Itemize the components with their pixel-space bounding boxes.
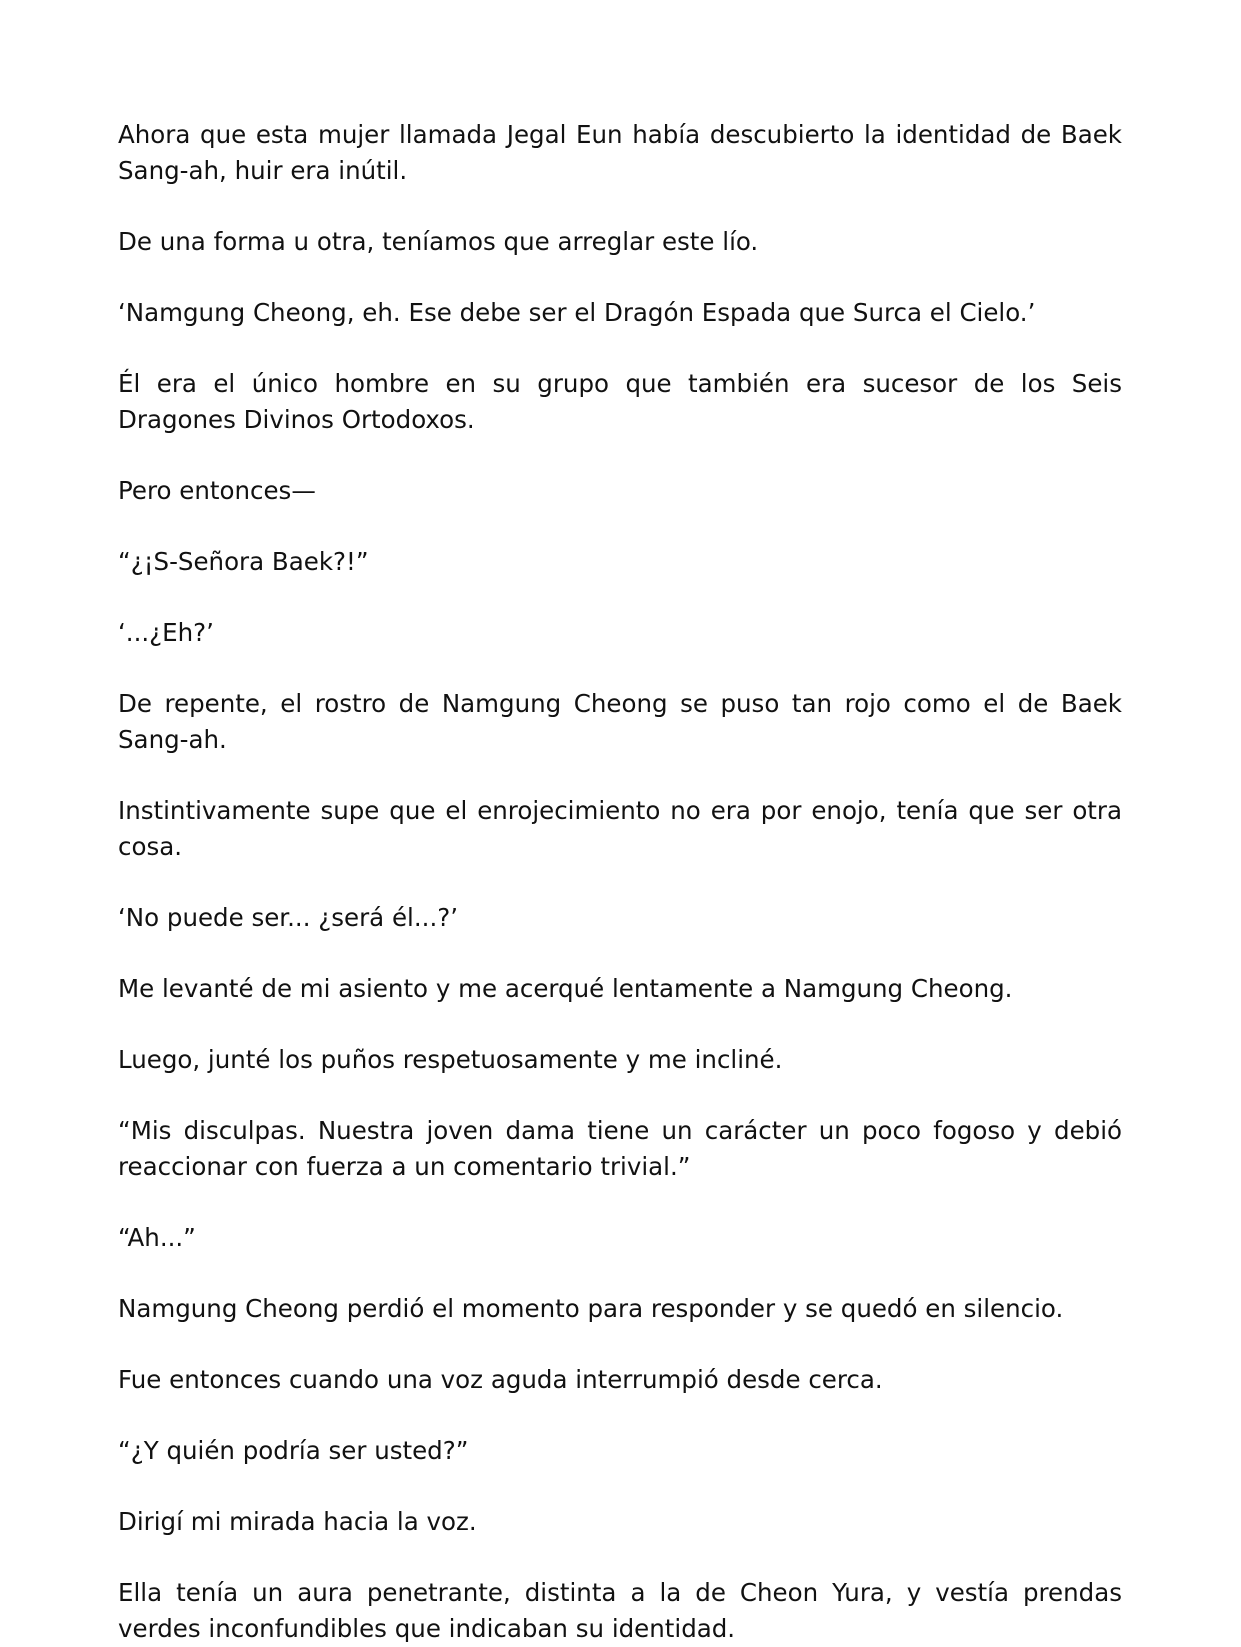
paragraph: “¿Y quién podría ser usted?” [118,1436,469,1465]
paragraph: ‘...¿Eh?’ [118,618,214,647]
paragraph: Me levanté de mi asiento y me acerqué lentamente a Namgung Cheong. [118,974,1013,1003]
paragraph: “Ah...” [118,1223,196,1252]
paragraph: Dirigí mi mirada hacia la voz. [118,1507,477,1536]
document-body [118,117,1122,1647]
paragraph: “Mis disculpas. Nuestra joven dama tiene un carácter un poco fogoso y debió reaccionar con fuerza a un comentario trivial.” [118,1116,1122,1181]
paragraph: “¿¡S-Señora Baek?!” [118,547,369,576]
paragraph: Ahora que esta mujer llamada Jegal Eun había descubierto la identidad de Baek Sang-ah, huir era inútil. [118,120,1122,185]
paragraph: De repente, el rostro de Namgung Cheong se puso tan rojo como el de Baek Sang-ah. [118,689,1122,754]
paragraph: Instintivamente supe que el enrojecimiento no era por enojo, tenía que ser otra cosa. [118,796,1122,861]
paragraph: ‘Namgung Cheong, eh. Ese debe ser el Dragón Espada que Surca el Cielo.’ [118,298,1036,327]
paragraph: Namgung Cheong perdió el momento para responder y se quedó en silencio. [118,1294,1064,1323]
paragraph: Fue entonces cuando una voz aguda interrumpió desde cerca. [118,1365,883,1394]
paragraph: Ella tenía un aura penetrante, distinta a la de Cheon Yura, y vestía prendas verdes inconfundibles que indicaban su identidad. [118,1578,1122,1643]
paragraph: Pero entonces— [118,476,316,505]
paragraph: De una forma u otra, teníamos que arreglar este lío. [118,227,759,256]
paragraph: ‘No puede ser... ¿será él...?’ [118,903,459,932]
paragraph: Luego, junté los puños respetuosamente y me incliné. [118,1045,783,1074]
paragraph: Él era el único hombre en su grupo que también era sucesor de los Seis Dragones Divinos Ortodoxos. [118,369,1122,434]
